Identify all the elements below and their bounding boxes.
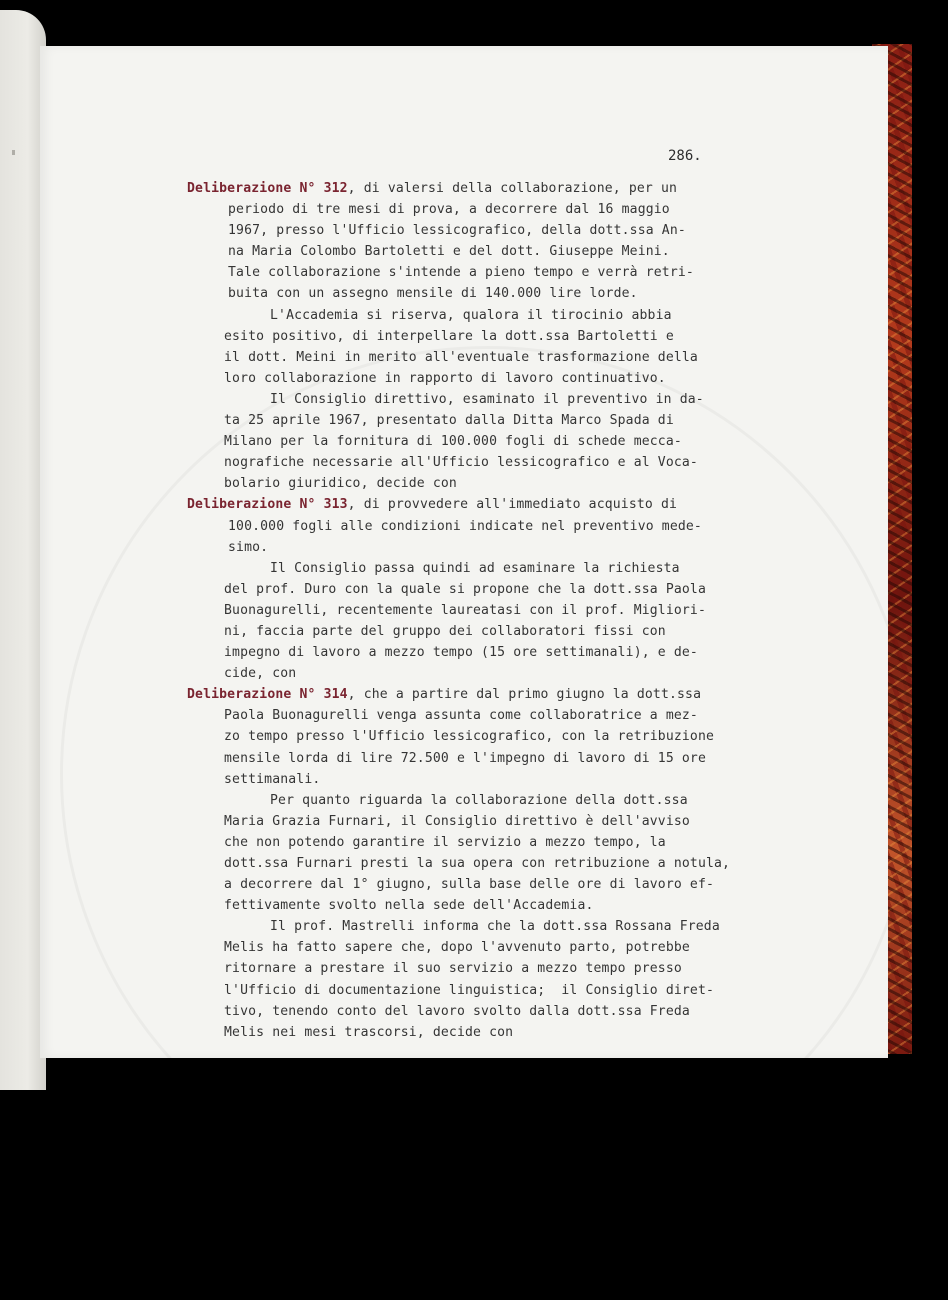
text-line: impegno di lavoro a mezzo tempo (15 ore settimanali), e de- [224, 645, 698, 661]
text-line: nografiche necessarie all'Ufficio lessicografico e al Voca- [224, 455, 698, 471]
page-number: 286. [668, 148, 702, 164]
text-line: Maria Grazia Furnari, il Consiglio direttivo è dell'avviso [224, 813, 690, 829]
text-line: ni, faccia parte del gruppo dei collaboratori fissi con [224, 623, 666, 639]
text-line: a decorrere dal 1° giugno, sulla base delle ore di lavoro ef- [224, 877, 715, 893]
text-line: mensile lorda di lire 72.500 e l'impegno di lavoro di 15 ore [224, 750, 706, 766]
text-line: tivo, tenendo conto del lavoro svolto dalla dott.ssa Freda [224, 1003, 690, 1019]
text-line: Buonagurelli, recentemente laureatasi con il prof. Migliori- [224, 602, 706, 618]
text-line: Tale collaborazione s'intende a pieno tempo e verrà retri- [228, 265, 694, 281]
text-line: bolario giuridico, decide con [224, 476, 457, 492]
text-line: Melis ha fatto sapere che, dopo l'avvenuto parto, potrebbe [224, 940, 690, 956]
text-line: settimanali. [224, 771, 321, 787]
text-line: Per quanto riguarda la collaborazione della dott.ssa [270, 792, 688, 808]
text-line: Il Consiglio direttivo, esaminato il preventivo in da- [270, 391, 704, 407]
text-line: fettivamente svolto nella sede dell'Accademia. [224, 898, 594, 914]
deliberation-heading: Deliberazione N° 312 [187, 181, 348, 196]
text-line: cide, con [224, 666, 297, 682]
deliberation-heading: Deliberazione N° 313 [187, 497, 348, 513]
text-line: Paola Buonagurelli venga assunta come collaboratrice a mez- [224, 708, 698, 724]
text-line: 100.000 fogli alle condizioni indicate nel preventivo mede- [228, 518, 702, 534]
text-line: buita con un assegno mensile di 140.000 lire lorde. [228, 286, 638, 302]
text-line: dott.ssa Furnari presti la sua opera con retribuzione a notula, [224, 856, 731, 871]
text-line: Milano per la fornitura di 100.000 fogli di schede mecca- [224, 434, 682, 450]
text-line: Deliberazione N° 313, di provvedere all'immediato acquisto di [187, 497, 678, 513]
text-line: Il prof. Mastrelli informa che la dott.ssa Rossana Freda [270, 919, 720, 935]
text-line: che non potendo garantire il servizio a mezzo tempo, la [224, 834, 666, 850]
text-line: esito positivo, di interpellare la dott.ssa Bartoletti e [224, 328, 674, 344]
text-line: ta 25 aprile 1967, presentato dalla Ditta Marco Spada di [224, 413, 674, 429]
text-line: periodo di tre mesi di prova, a decorrere dal 16 maggio [228, 202, 670, 218]
text-line: Deliberazione N° 312, di valersi della collaborazione, per un [187, 181, 678, 196]
text-line: l'Ufficio di documentazione linguistica; il Consiglio diret- [224, 982, 715, 998]
document-page [40, 46, 888, 1058]
page-mark [12, 150, 15, 155]
text-line: Melis nei mesi trascorsi, decide con [224, 1024, 514, 1040]
deliberation-heading: Deliberazione N° 314 [187, 687, 348, 703]
text-line: Deliberazione N° 314, che a partire dal primo giugno la dott.ssa [187, 687, 702, 703]
text-line: 1967, presso l'Ufficio lessicografico, della dott.ssa An- [228, 223, 686, 239]
text-line: loro collaborazione in rapporto di lavoro continuativo. [224, 370, 666, 386]
text-line: ritornare a prestare il suo servizio a mezzo tempo presso [224, 961, 682, 977]
text-line: L'Accademia si riserva, qualora il tirocinio abbia [270, 307, 672, 323]
body-text [187, 178, 887, 1043]
text-line: Il Consiglio passa quindi ad esaminare la richiesta [270, 560, 680, 576]
text-line: il dott. Meini in merito all'eventuale trasformazione della [224, 349, 698, 365]
text-line: na Maria Colombo Bartoletti e del dott. Giuseppe Meini. [228, 244, 670, 260]
text-line: simo. [228, 539, 269, 555]
text-line: del prof. Duro con la quale si propone che la dott.ssa Paola [224, 581, 706, 597]
text-line: zo tempo presso l'Ufficio lessicografico, con la retribuzione [224, 729, 715, 745]
